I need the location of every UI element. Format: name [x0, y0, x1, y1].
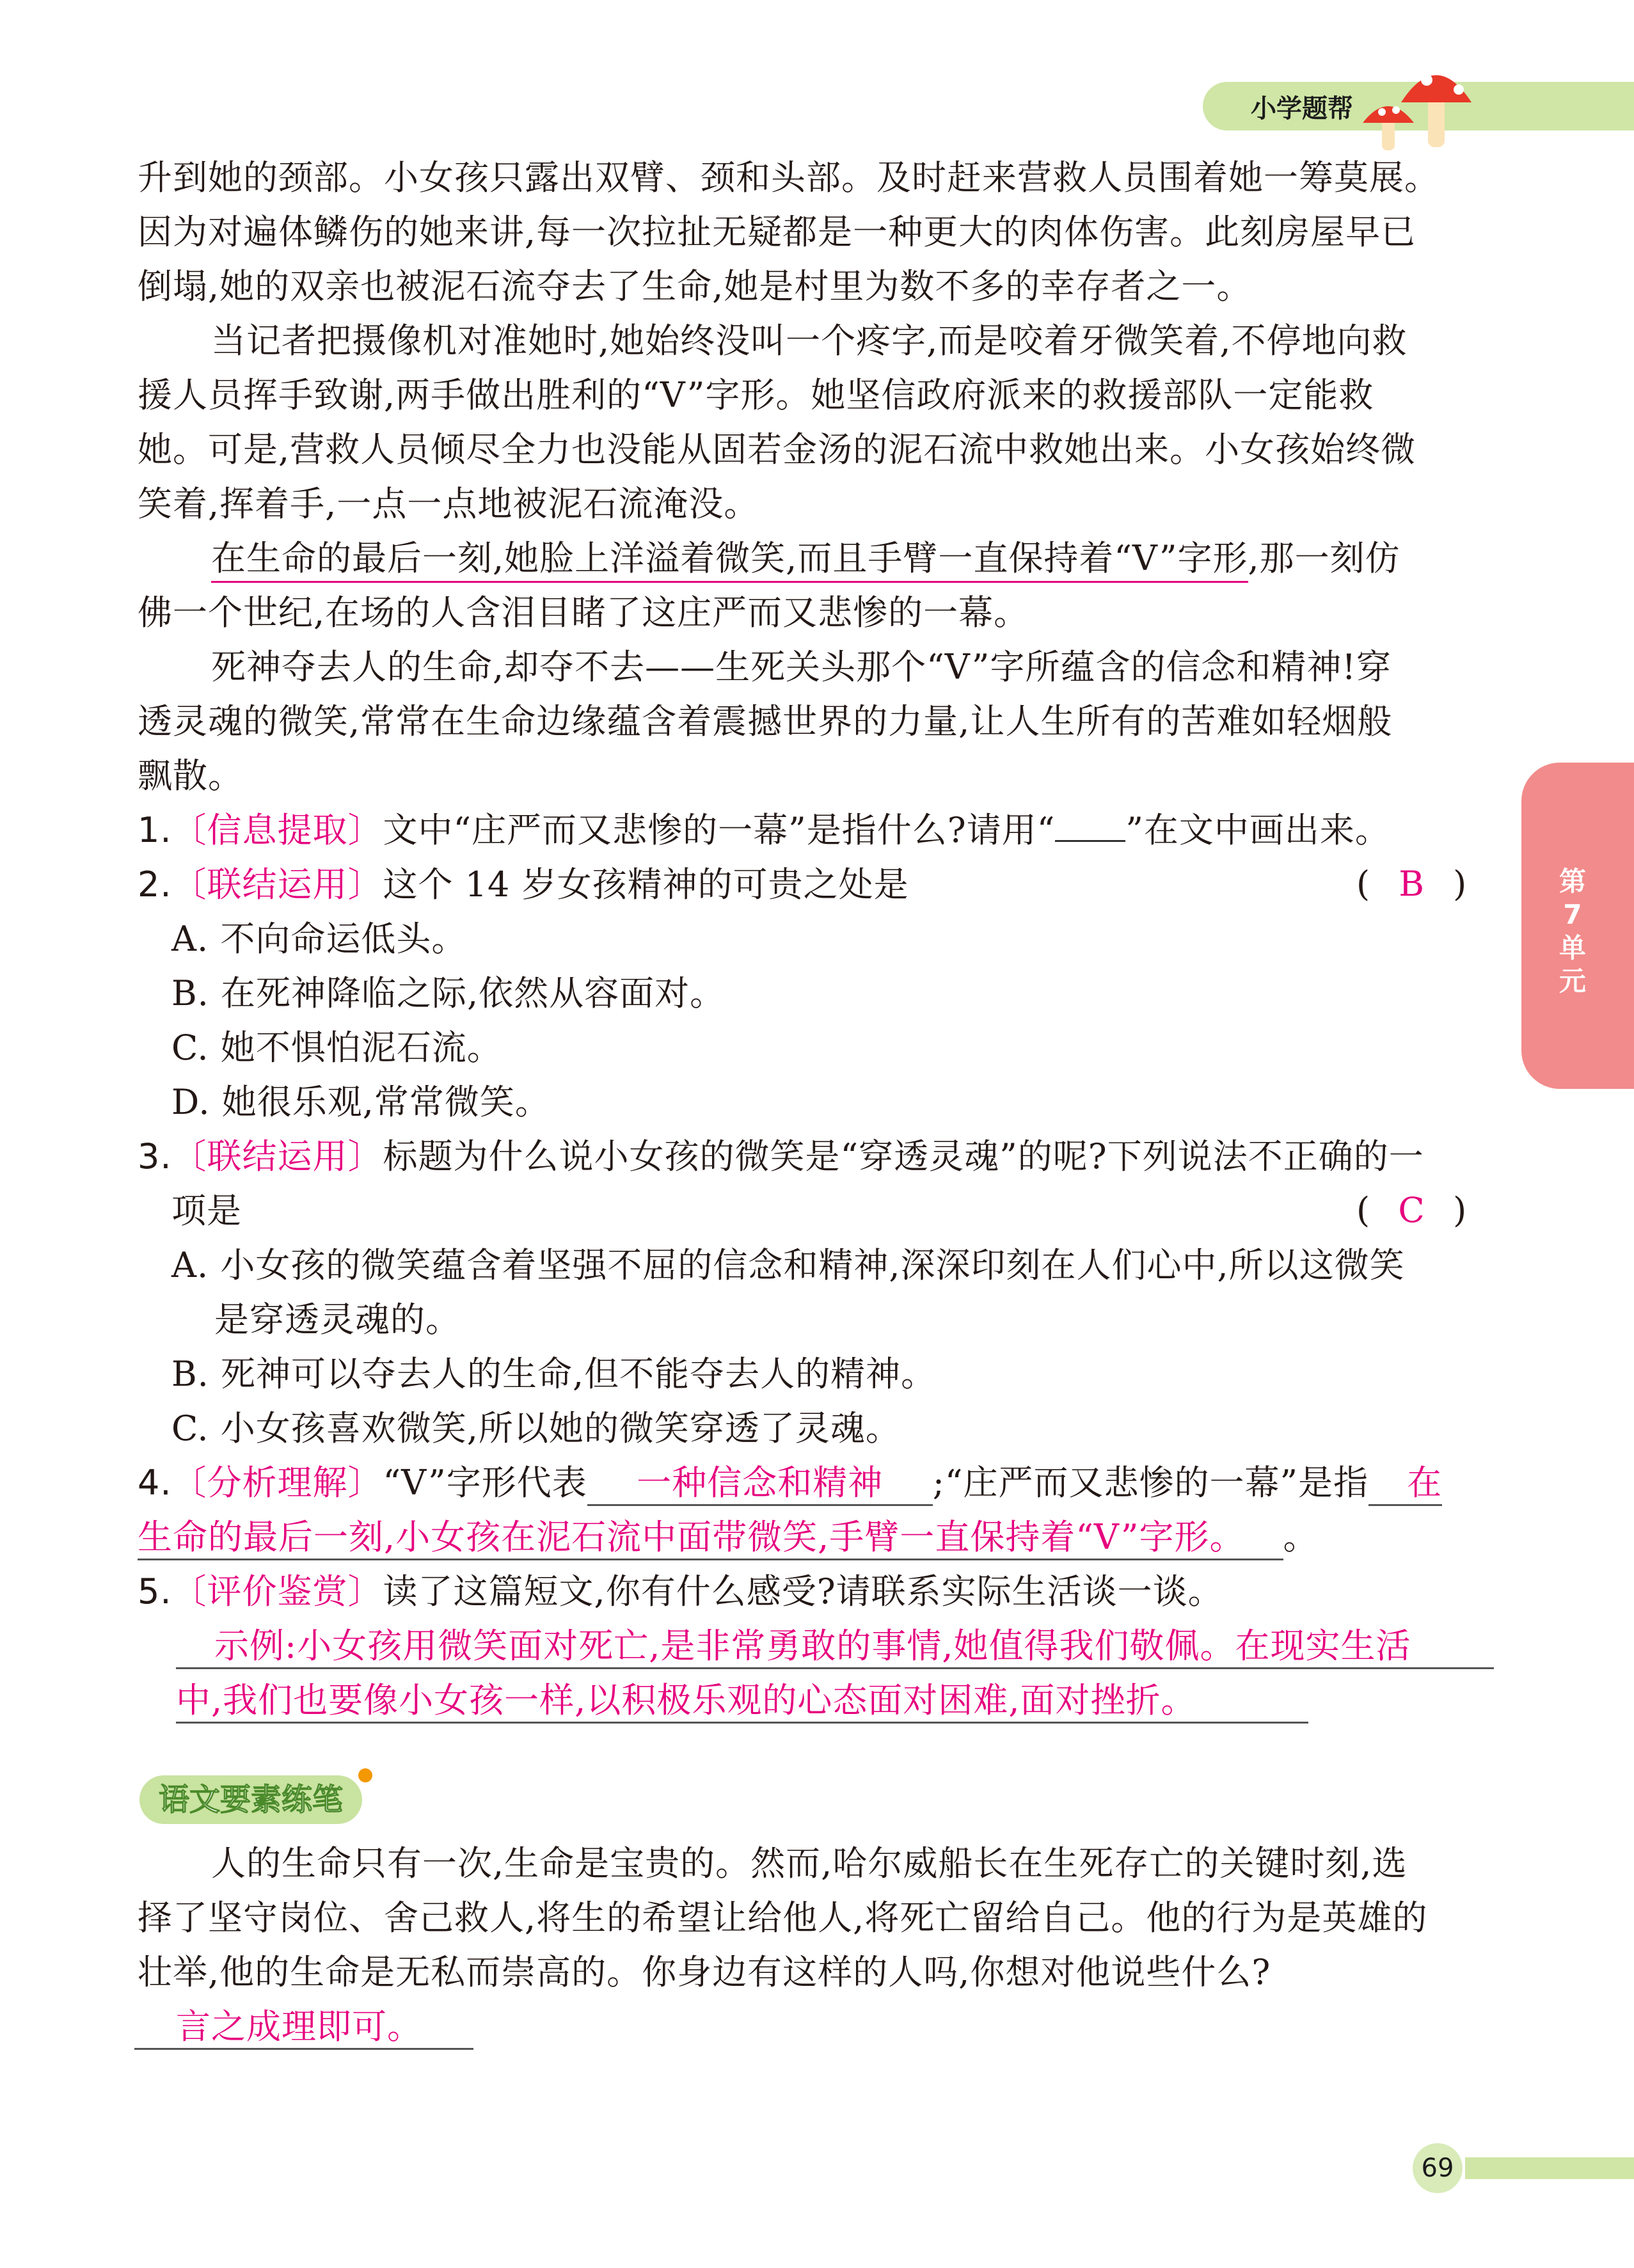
answer-line [138, 1516, 1319, 1560]
answer-fill: 在 [1368, 1462, 1442, 1506]
answer-parentheses: ( C ) [1356, 1190, 1467, 1230]
question-number: 2. [138, 864, 172, 905]
option: B. 在死神降临之际,依然从容面对。 [171, 973, 726, 1013]
section-badge: 语文要素练笔 [139, 1775, 362, 1824]
passage-line: 死神夺去人的生命,却夺不去——生死关头那个“V”字所蕴含的信念和精神!穿 [211, 647, 1392, 687]
page-number: 69 [1413, 2143, 1463, 2193]
question-3 [138, 1136, 1424, 1178]
question-4 [138, 1462, 1442, 1506]
question-number: 5. [138, 1571, 172, 1612]
unit-side-tab [1521, 763, 1634, 1089]
passage-line [211, 537, 1400, 580]
question-tag: 〔联结运用〕 [171, 1136, 383, 1177]
passage-line: 倒塌,她的双亲也被泥石流夺去了生命,她是村里为数不多的幸存者之一。 [138, 266, 1252, 306]
question-text: 。 [1283, 1517, 1319, 1557]
header-label: 小学题帮 [1251, 94, 1353, 123]
question-text: “V”字形代表 [383, 1463, 587, 1503]
question-tag: 〔评价鉴赏〕 [171, 1571, 383, 1612]
badge-decoration [358, 1768, 372, 1782]
passage-line: 佛一个世纪,在场的人含泪目睹了这庄严而又悲惨的一幕。 [138, 592, 1029, 633]
passage-line: 她。可是,营救人员倾尽全力也没能从固若金汤的泥石流中救她出来。小女孩始终微 [138, 429, 1416, 470]
answer-choice: B [1399, 864, 1424, 904]
answer-parentheses: ( B ) [1356, 864, 1467, 904]
practice-line: 人的生命只有一次,生命是宝贵的。然而,哈尔威船长在生死存亡的关键时刻,选 [211, 1843, 1408, 1883]
passage-line: 升到她的颈部。小女孩只露出双臂、颈和头部。及时赶来营救人员围着她一筹莫展。 [138, 157, 1440, 198]
option: C. 小女孩喜欢微笑,所以她的微笑穿透了灵魂。 [171, 1408, 901, 1448]
question-tag: 〔分析理解〕 [171, 1463, 383, 1503]
question-text: 标题为什么说小女孩的微笑是“穿透灵魂”的呢?下列说法不正确的一 [383, 1136, 1424, 1177]
passage-line: 笑着,挥着手,一点一点地被泥石流淹没。 [138, 484, 759, 524]
question-text: ;“庄严而又悲惨的一幕”是指 [932, 1463, 1369, 1503]
question-5 [138, 1571, 1223, 1613]
question-1 [138, 809, 1390, 852]
passage-text: ,那一刻仿 [1248, 538, 1400, 578]
passage-line: 飘散。 [138, 756, 243, 796]
option: A. 小女孩的微笑蕴含着坚强不屈的信念和精神,深深印刻在人们心中,所以这微笑 [171, 1245, 1405, 1285]
answer-line: 示例:小女孩用微笑面对死亡,是非常勇敢的事情,她值得我们敬佩。在现实生活 [176, 1625, 1494, 1669]
answer-fill: 生命的最后一刻,小女孩在泥石流中面带微笑,手臂一直保持着“V”字形。 [138, 1516, 1283, 1560]
unit-label: 第7单元 [1559, 866, 1586, 997]
answer-line: 中,我们也要像小女孩一样,以积极乐观的心态面对困难,面对挫折。 [176, 1679, 1308, 1724]
footer-bar [1465, 2157, 1634, 2179]
passage-line: 当记者把摄像机对准她时,她始终没叫一个疼字,而是咬着牙微笑着,不停地向救 [211, 321, 1408, 361]
mushroom-icon [1356, 51, 1471, 154]
question-number: 4. [138, 1463, 172, 1503]
question-tag: 〔信息提取〕 [171, 810, 383, 850]
question-number: 1. [138, 810, 172, 850]
practice-answer: 言之成理即可。 [134, 2006, 473, 2050]
underlined-answer-sentence: 在生命的最后一刻,她脸上洋溢着微笑,而且手臂一直保持着“V”字形 [211, 538, 1248, 583]
question-number: 3. [138, 1136, 172, 1177]
option: B. 死神可以夺去人的生命,但不能夺去人的精神。 [171, 1354, 937, 1394]
practice-line: 择了坚守岗位、舍己救人,将生的希望让给他人,将死亡留给自己。他的行为是英雄的 [138, 1898, 1428, 1938]
question-text: 这个 14 岁女孩精神的可贵之处是 [383, 864, 909, 905]
option: A. 不向命运低头。 [171, 919, 467, 959]
answer-fill: 一种信念和精神 [587, 1462, 933, 1506]
passage-line: 透灵魂的微笑,常常在生命边缘蕴含着震撼世界的力量,让人生所有的苦难如轻烟般 [138, 701, 1393, 741]
option: 是穿透灵魂的。 [214, 1299, 461, 1340]
blank-line [1055, 814, 1125, 842]
question-text: 读了这篇短文,你有什么感受?请联系实际生活谈一谈。 [383, 1571, 1223, 1612]
answer-choice: C [1398, 1190, 1425, 1230]
question-text: ”在文中画出来。 [1125, 810, 1390, 850]
question-2 [138, 864, 909, 906]
passage-line: 因为对遍体鳞伤的她来讲,每一次拉扯无疑都是一种更大的肉体伤害。此刻房屋早已 [138, 212, 1416, 252]
question-tag: 〔联结运用〕 [171, 864, 383, 905]
question-text: 文中“庄严而又悲惨的一幕”是指什么?请用“ [383, 810, 1056, 850]
option: D. 她很乐观,常常微笑。 [171, 1082, 550, 1122]
passage-line: 援人员挥手致谢,两手做出胜利的“V”字形。她坚信政府派来的救援部队一定能救 [138, 375, 1374, 415]
option: C. 她不惧怕泥石流。 [171, 1027, 502, 1068]
practice-line: 壮举,他的生命是无私而崇高的。你身边有这样的人吗,你想对他说些什么? [138, 1952, 1271, 1992]
question-text: 项是 [171, 1191, 242, 1231]
